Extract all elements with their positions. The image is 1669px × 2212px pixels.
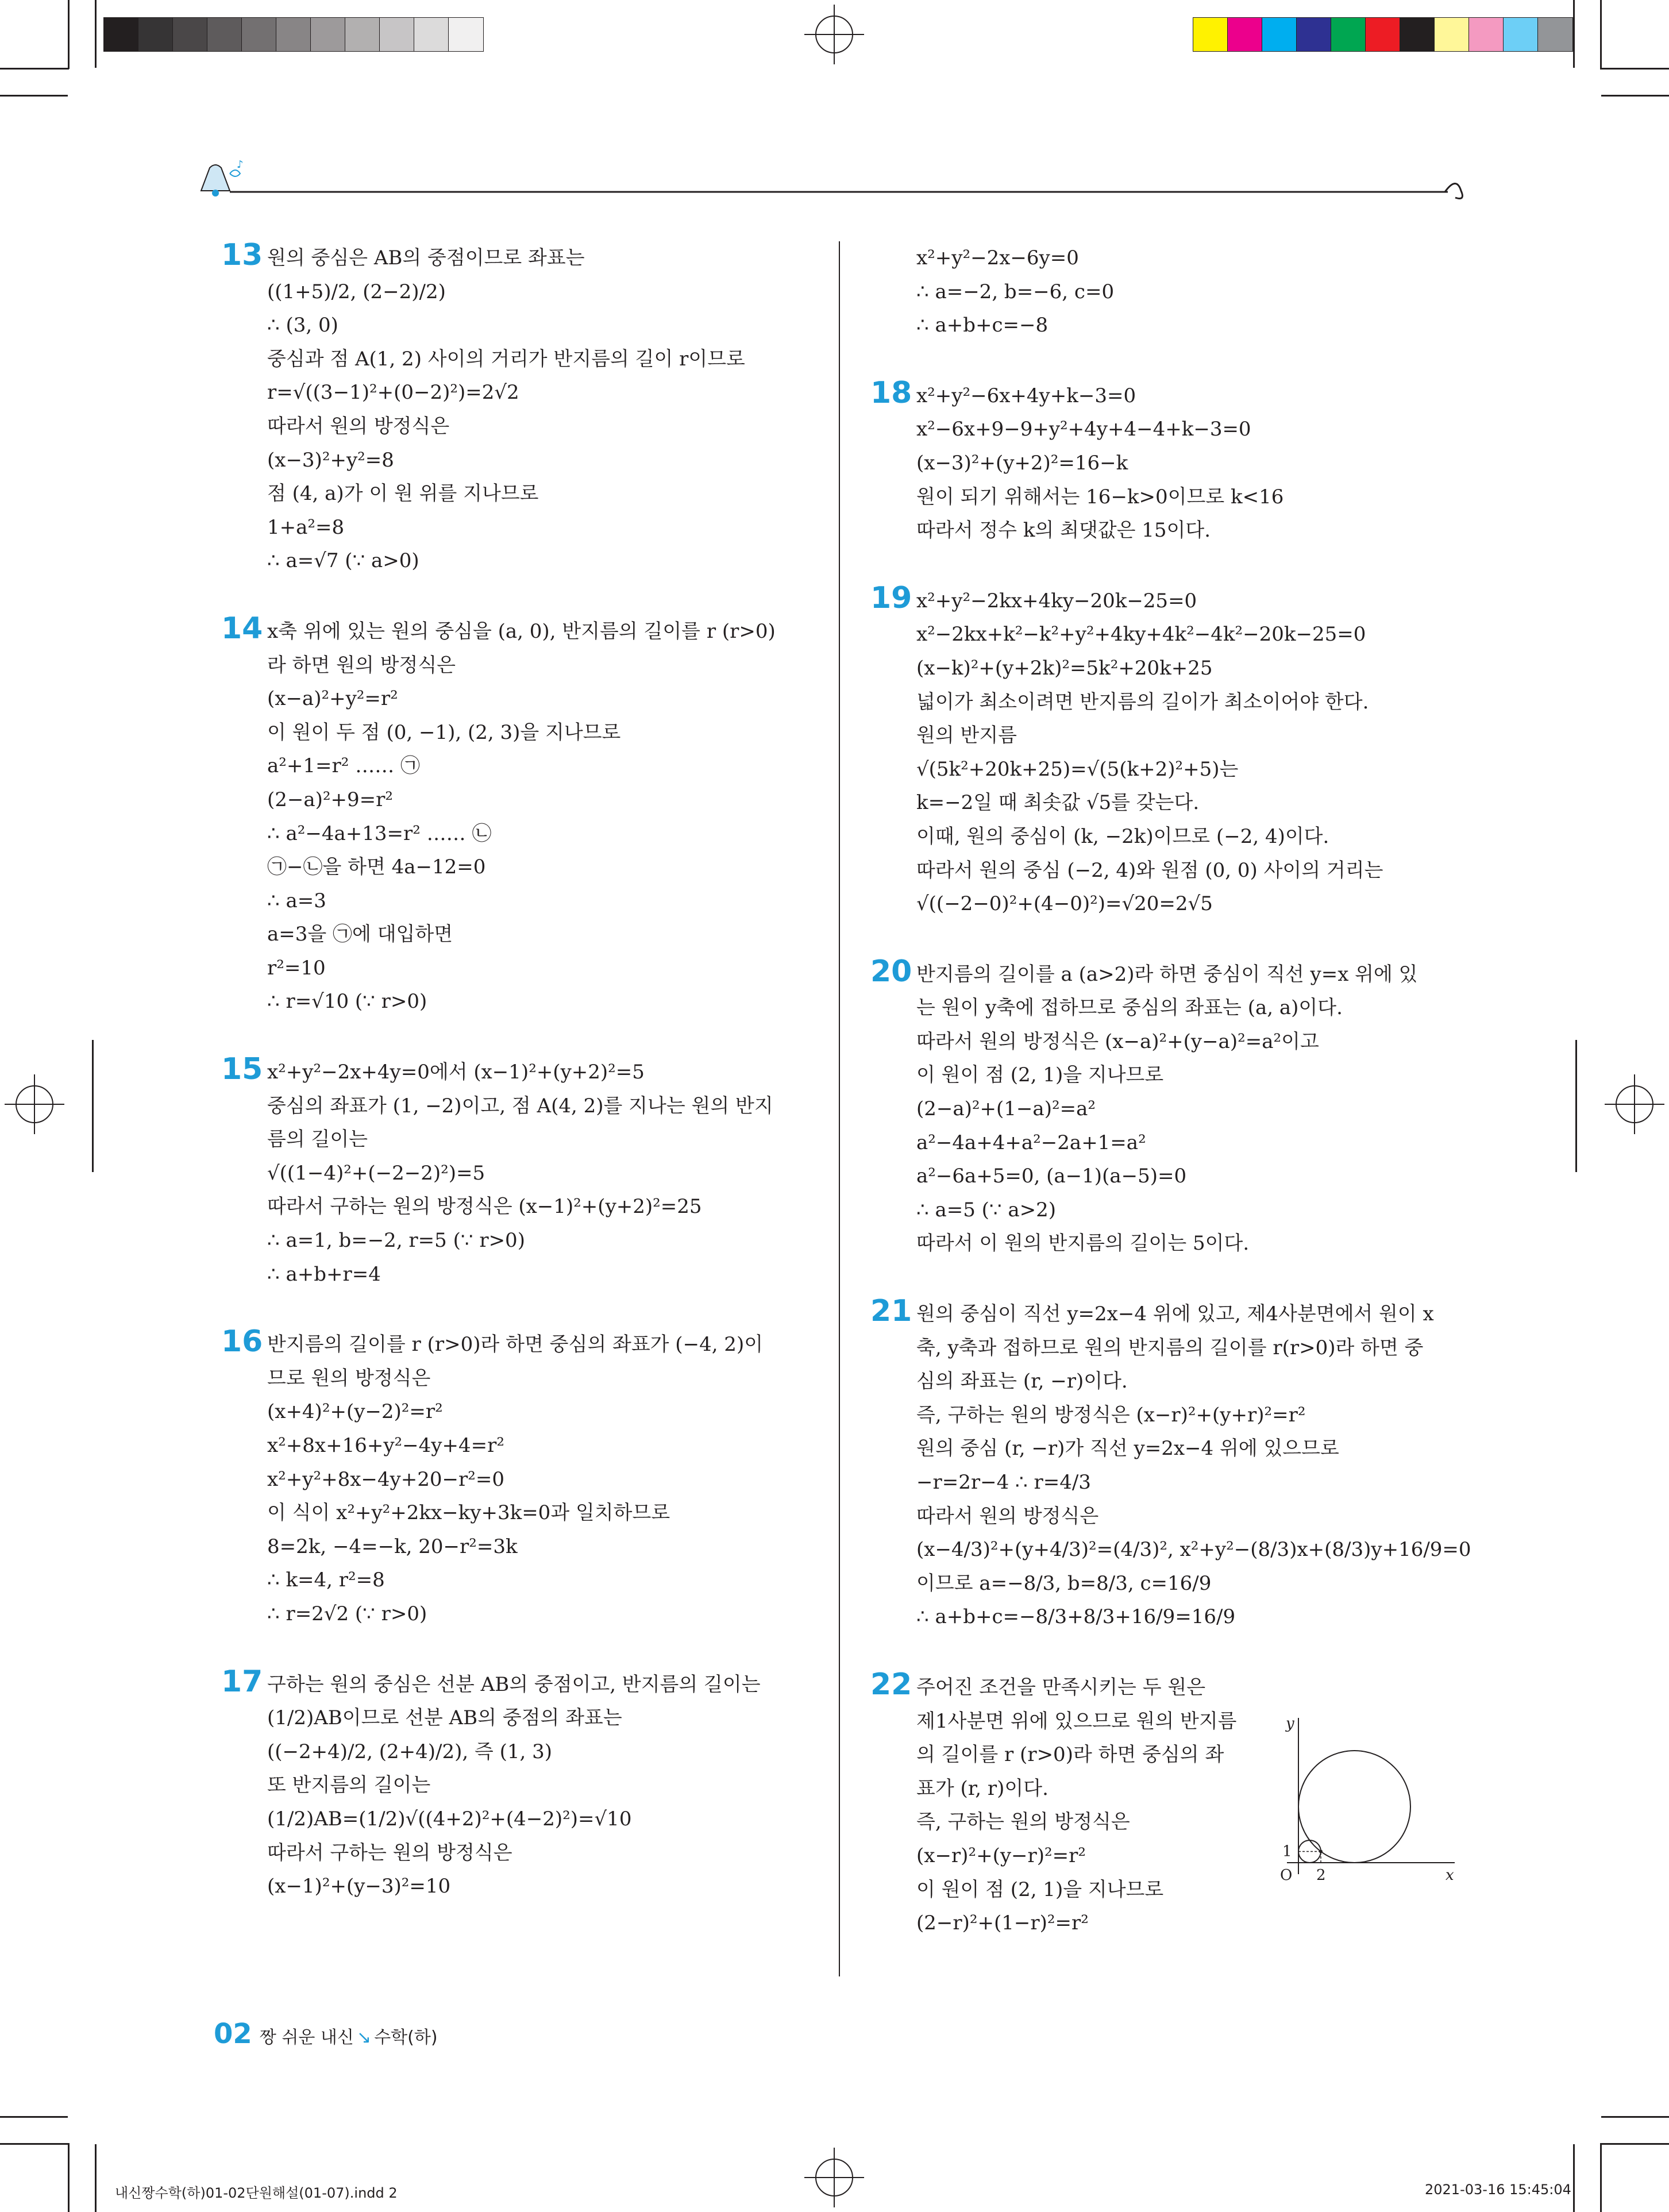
solution-line: 따라서 원의 방정식은 (267, 414, 450, 438)
solution-line: √((−2−0)²+(4−0)²)=√20=2√5 (916, 892, 1213, 916)
problem-14 (221, 611, 801, 1019)
solution-line: ∴ a²−4a+13=r² …… ㉡ (267, 822, 492, 845)
solution-line: 라 하면 원의 방정식은 (267, 653, 456, 677)
solution-line: 따라서 구하는 원의 방정식은 (267, 1841, 512, 1864)
problem-17-continued (870, 241, 1459, 342)
swatch (1227, 17, 1263, 52)
solution-line: 원의 중심은 AB의 중점이므로 좌표는 (267, 246, 585, 269)
swatch (1296, 17, 1332, 52)
swatch (172, 17, 208, 52)
solution-line: (x−1)²+(y−3)²=10 (267, 1875, 451, 1898)
solution-line: 따라서 구하는 원의 방정식은 (x−1)²+(y+2)²=25 (267, 1195, 702, 1219)
arrow-icon: ↘ (356, 2028, 372, 2048)
solution-line: 주어진 조건을 만족시키는 두 원은 (916, 1675, 1206, 1699)
y-axis-label: y (1286, 1715, 1294, 1732)
solution-line: (x+4)²+(y−2)²=r² (267, 1400, 443, 1424)
solution-line: x²+y²−6x+4y+k−3=0 (916, 384, 1136, 407)
solution-line: 따라서 정수 k의 최댓값은 15이다. (916, 519, 1211, 542)
header-rule (184, 151, 1471, 202)
solution-line: 따라서 원의 방정식은 (916, 1504, 1099, 1528)
problem-number: 13 (221, 238, 263, 272)
registration-trim-line (1575, 1040, 1577, 1172)
solution-line: r²=10 (267, 956, 326, 980)
solution-line: −r=2r−4 ∴ r=4/3 (916, 1471, 1091, 1494)
problem-number: 21 (870, 1294, 912, 1329)
problem-17 (221, 1664, 801, 1903)
solution-line: 따라서 원의 중심 (−2, 4)와 원점 (0, 0) 사이의 거리는 (916, 858, 1383, 882)
crop-mark (0, 68, 69, 70)
problem-15 (221, 1052, 801, 1291)
problem-18 (870, 375, 1459, 548)
solution-line: ㉠−㉡을 하면 4a−12=0 (267, 855, 486, 879)
origin-label: O (1280, 1867, 1293, 1884)
solution-line: (x−k)²+(y+2k)²=5k²+20k+25 (916, 656, 1213, 680)
crop-mark (1600, 2143, 1669, 2145)
bell-ribbon-icon (201, 159, 244, 196)
crop-mark (1573, 2144, 1575, 2212)
solution-line: ∴ a=5 (∵ a>2) (916, 1198, 1056, 1221)
solution-line: x²+8x+16+y²−4y+4=r² (267, 1434, 504, 1457)
crop-mark (0, 95, 68, 97)
crop-mark (1600, 0, 1602, 69)
solution-line: 심의 좌표는 (r, −r)이다. (916, 1370, 1128, 1393)
solution-line: 즉, 구하는 원의 방정식은 (x−r)²+(y+r)²=r² (916, 1403, 1306, 1427)
solution-line: 이 원이 점 (2, 1)을 지나므로 (916, 1063, 1164, 1087)
solution-line: 원이 되기 위해서는 16−k>0이므로 k<16 (916, 485, 1284, 508)
crop-mark (0, 2143, 69, 2145)
solution-line: 원의 중심이 직선 y=2x−4 위에 있고, 제4사분면에서 원이 x (916, 1302, 1434, 1326)
problem-16 (221, 1324, 801, 1631)
solution-line: 점 (4, a)가 이 원 위를 지나므로 (267, 482, 539, 506)
registration-mark-left (5, 1074, 64, 1134)
slug-filename: 내신짱수학(하)01-02단원해설(01-07).indd 2 (115, 2185, 398, 2201)
problem-21 (870, 1294, 1471, 1634)
solution-line: x²−2kx+k²−k²+y²+4ky+4k²−4k²−20k−25=0 (916, 623, 1366, 646)
solution-line: ((−2+4)/2, (2+4)/2), 즉 (1, 3) (267, 1740, 553, 1763)
solution-line: 표가 (r, r)이다. (916, 1776, 1049, 1800)
solution-line: 1+a²=8 (267, 515, 345, 539)
swatch (448, 17, 484, 52)
crop-mark (0, 2116, 68, 2118)
problem-13 (221, 238, 801, 578)
solution-line: ∴ a+b+c=−8 (916, 314, 1049, 337)
solution-line: 반지름의 길이를 a (a>2)라 하면 중심이 직선 y=x 위에 있 (916, 962, 1418, 986)
point-marker (1319, 1850, 1323, 1853)
solution-line: ∴ a=3 (267, 889, 326, 912)
solution-line: 따라서 이 원의 반지름의 길이는 5이다. (916, 1232, 1250, 1255)
registration-trim-line (92, 1040, 94, 1172)
solution-line: 따라서 원의 방정식은 (x−a)²+(y−a)²=a²이고 (916, 1030, 1319, 1053)
swatch (1365, 17, 1401, 52)
problem-20 (870, 954, 1459, 1261)
problem-number: 18 (870, 375, 912, 410)
solution-line: 는 원이 y축에 접하므로 중심의 좌표는 (a, a)이다. (916, 996, 1343, 1020)
swatch (103, 17, 139, 52)
solution-line: 원의 중심 (r, −r)가 직선 y=2x−4 위에 있으므로 (916, 1437, 1339, 1460)
solution-line: x축 위에 있는 원의 중심을 (a, 0), 반지름의 길이를 r (r>0) (267, 619, 776, 643)
swatch (345, 17, 380, 52)
solution-line: (1/2)AB=(1/2)√((4+2)²+(4−2)²)=√10 (267, 1807, 632, 1831)
swatch (310, 17, 346, 52)
solution-line: 이므로 a=−8/3, b=8/3, c=16/9 (916, 1571, 1212, 1595)
crop-mark (95, 2144, 97, 2212)
registration-mark-bottom (804, 2148, 864, 2207)
solution-line: (2−r)²+(1−r)²=r² (916, 1912, 1089, 1935)
solution-line: a²+1=r² …… ㉠ (267, 754, 421, 778)
swatch (138, 17, 174, 52)
registration-mark-right (1605, 1074, 1664, 1134)
registration-mark-top (804, 5, 864, 64)
solution-line: √((1−4)²+(−2−2)²)=5 (267, 1161, 485, 1185)
crop-mark (68, 0, 70, 69)
left-column (221, 238, 801, 1940)
solution-line: √(5k²+20k+25)=√(5(k+2)²+5)는 (916, 757, 1239, 781)
solution-line: 이 원이 두 점 (0, −1), (2, 3)을 지나므로 (267, 720, 621, 744)
solution-line: 중심의 좌표가 (1, −2)이고, 점 A(4, 2)를 지나는 원의 반지 (267, 1094, 773, 1117)
column-divider (839, 241, 840, 1976)
solution-line: 이때, 원의 중심이 (k, −2k)이므로 (−2, 4)이다. (916, 824, 1329, 848)
solution-line: 름의 길이는 (267, 1128, 368, 1151)
solution-line: 이 식이 x²+y²+2kx−ky+3k=0과 일치하므로 (267, 1501, 670, 1525)
solution-line: 8=2k, −4=−k, 20−r²=3k (267, 1535, 518, 1558)
problem-number: 19 (870, 580, 912, 615)
book-title: 짱 쉬운 내신 (259, 2028, 354, 2048)
crop-mark (95, 0, 97, 68)
solution-line: x²−6x+9−9+y²+4y+4−4+k−3=0 (916, 418, 1251, 441)
solution-line: (x−3)²+y²=8 (267, 448, 394, 472)
solution-line: 원의 반지름 (916, 724, 1017, 747)
solution-line: ((1+5)/2, (2−2)/2) (267, 280, 446, 303)
solution-line: ∴ a+b+c=−8/3+8/3+16/9=16/9 (916, 1605, 1236, 1629)
swatch (241, 17, 277, 52)
swatch (1468, 17, 1504, 52)
swatch (207, 17, 242, 52)
circle (1298, 1751, 1410, 1863)
problem-number: 15 (221, 1052, 263, 1087)
solution-line: a=3을 ㉠에 대입하면 (267, 923, 453, 946)
crop-mark (1600, 2143, 1602, 2212)
svg-text:♪: ♪ (237, 159, 244, 171)
solution-line: k=−2일 때 최솟값 √5를 갖는다. (916, 791, 1200, 815)
problem-number: 14 (221, 611, 263, 646)
crop-mark (1601, 95, 1669, 97)
page-number: 02 (214, 2018, 252, 2050)
solution-line: 제1사분면 위에 있으므로 원의 반지름 (916, 1709, 1237, 1733)
solution-line: 넓이가 최소이려면 반지름의 길이가 최소이어야 한다. (916, 690, 1369, 714)
solution-line: ∴ a=√7 (∵ a>0) (267, 549, 419, 573)
tick-x-label: 2 (1316, 1867, 1326, 1884)
swatch (1434, 17, 1470, 52)
swatch (1400, 17, 1435, 52)
swatch (414, 17, 449, 52)
crop-mark (1601, 2116, 1669, 2118)
solution-line: ∴ a=−2, b=−6, c=0 (916, 280, 1115, 303)
subject: 수학(하) (374, 2028, 438, 2048)
solution-line: 의 길이를 r (r>0)라 하면 중심의 좌 (916, 1743, 1224, 1767)
swatch (1331, 17, 1366, 52)
solution-line: ∴ r=2√2 (∵ r>0) (267, 1602, 427, 1625)
problem-number: 17 (221, 1664, 263, 1699)
swatch (1537, 17, 1573, 52)
solution-line: 므로 원의 방정식은 (267, 1366, 431, 1390)
solution-line: ∴ (3, 0) (267, 314, 338, 337)
solution-line: a²−4a+4+a²−2a+1=a² (916, 1131, 1146, 1154)
swatch (1193, 17, 1228, 52)
solution-line: ∴ a=1, b=−2, r=5 (∵ r>0) (267, 1229, 525, 1253)
solution-line: x²+y²−2x+4y=0에서 (x−1)²+(y+2)²=5 (267, 1061, 645, 1084)
solution-line: a²−6a+5=0, (a−1)(a−5)=0 (916, 1165, 1187, 1188)
folio (214, 2018, 438, 2050)
solution-line: (x−4/3)²+(y+4/3)²=(4/3)², x²+y²−(8/3)x+(8/3)y+16/9=0 (916, 1538, 1471, 1562)
solution-line: (x−r)²+(y−r)²=r² (916, 1844, 1086, 1867)
crop-mark (68, 2143, 70, 2212)
problem-number: 16 (221, 1324, 263, 1359)
solution-line: 또 반지름의 길이는 (267, 1774, 431, 1797)
solution-line: x²+y²−2x−6y=0 (916, 246, 1079, 269)
solution-line: x²+y²−2kx+4ky−20k−25=0 (916, 589, 1197, 612)
figure-two-circles (1270, 1712, 1459, 1885)
solution-line: (x−3)²+(y+2)²=16−k (916, 451, 1128, 475)
solution-line: (1/2)AB이므로 선분 AB의 중점의 좌표는 (267, 1706, 622, 1730)
solution-line: 축, y축과 접하므로 원의 반지름의 길이를 r(r>0)라 하면 중 (916, 1336, 1424, 1359)
tick-y-label: 1 (1282, 1843, 1292, 1860)
crop-mark (1600, 68, 1669, 70)
slug-timestamp: 2021-03-16 15:45:04 (1425, 2182, 1571, 2198)
solution-line: ∴ k=4, r²=8 (267, 1569, 385, 1592)
swatch (379, 17, 415, 52)
solution-line: 구하는 원의 중심은 선분 AB의 중점이고, 반지름의 길이는 (267, 1673, 761, 1696)
x-axis-label: x (1446, 1867, 1454, 1884)
solution-line: x²+y²+8x−4y+20−r²=0 (267, 1467, 504, 1491)
problem-number: 20 (870, 954, 912, 989)
solution-line: (x−a)²+y²=r² (267, 687, 398, 711)
solution-line: (2−a)²+(1−a)²=a² (916, 1097, 1096, 1121)
crop-mark (1573, 0, 1575, 68)
solution-line: 중심과 점 A(1, 2) 사이의 거리가 반지름의 길이 r이므로 (267, 347, 745, 371)
swatch (1262, 17, 1297, 52)
solution-line: ∴ a+b+r=4 (267, 1262, 381, 1286)
circle (1298, 1840, 1321, 1863)
solution-line: r=√((3−1)²+(0−2)²)=2√2 (267, 381, 519, 404)
solution-line: 이 원이 점 (2, 1)을 지나므로 (916, 1878, 1164, 1901)
solution-line: 반지름의 길이를 r (r>0)라 하면 중심의 좌표가 (−4, 2)이 (267, 1333, 764, 1357)
swatch (276, 17, 311, 52)
swatch (1503, 17, 1539, 52)
solution-line: (2−a)²+9=r² (267, 788, 394, 811)
problem-number: 22 (870, 1667, 912, 1702)
problem-19 (870, 580, 1459, 921)
solution-line: ∴ r=√10 (∵ r>0) (267, 990, 427, 1013)
solution-line: 즉, 구하는 원의 방정식은 (916, 1810, 1130, 1834)
